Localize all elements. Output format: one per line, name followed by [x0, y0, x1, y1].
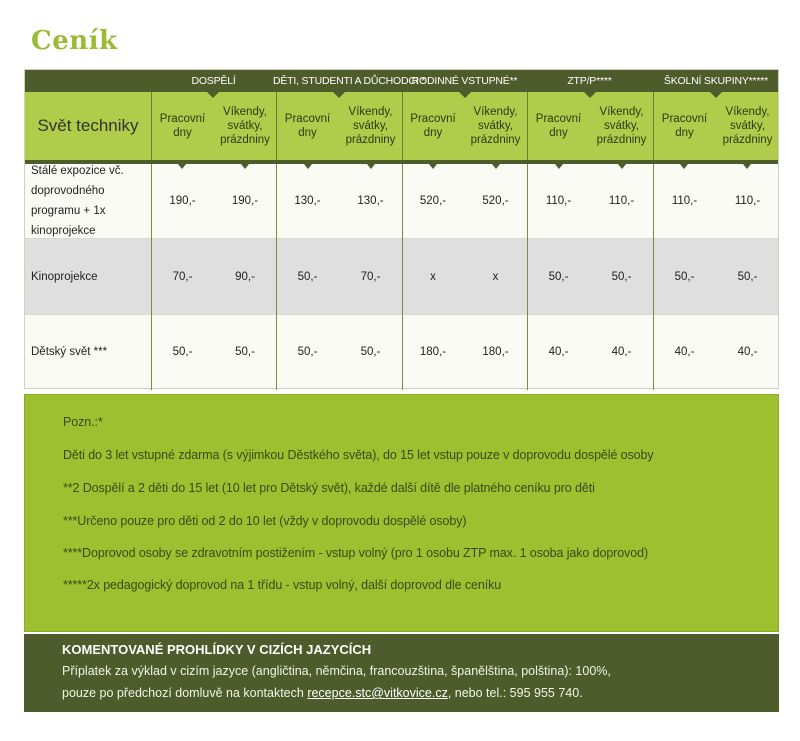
column-divider: [151, 164, 152, 390]
column-divider: [276, 164, 277, 390]
column-divider: [653, 164, 654, 390]
col-header-weekend: Víkendy, svátky, prázdniny: [470, 106, 521, 146]
price-cell: 190,-: [169, 195, 196, 207]
price-cell: 50,-: [172, 346, 193, 358]
price-table: [24, 69, 779, 389]
note-item: Děti do 3 let vstupné zdarma (s výjimkou Děstkého světa), do 15 let vstup pouze v doprovodu dospělé osoby: [63, 448, 654, 462]
row-label: Stálé expozice vč. doprovodného programu + 1x kinoprojekce: [31, 165, 124, 237]
price-cell: 50,-: [548, 270, 569, 283]
price-cell: 110,-: [671, 195, 698, 207]
price-cell: 90,-: [235, 270, 255, 283]
note-item: *****2x pedagogický doprovod na 1 třídu - vstup volný, další doprovod dle ceníku: [63, 578, 502, 592]
row-label: Dětský svět ***: [31, 346, 108, 358]
page-title: Ceník: [31, 26, 118, 56]
section-label: Svět techniky: [37, 116, 139, 135]
col-header-workdays: Pracovní dny: [410, 113, 456, 139]
price-cell: x: [492, 270, 499, 283]
row-label: Kinoprojekce: [31, 270, 98, 283]
price-cell: 50,-: [297, 346, 318, 358]
price-cell: 50,-: [611, 270, 632, 283]
col-header-weekend: Víkendy, svátky, prázdniny: [722, 106, 773, 146]
notes-box: [24, 394, 779, 632]
guided-tours-box: [24, 634, 779, 712]
price-cell: 520,-: [482, 195, 509, 207]
col-header-workdays: Pracovní dny: [284, 113, 331, 139]
column-divider: [402, 164, 403, 390]
email-link[interactable]: recepce.stc@vitkovice.cz: [307, 686, 448, 700]
price-cell: 110,-: [734, 195, 761, 207]
price-cell: 130,-: [357, 195, 384, 207]
price-cell: 40,-: [548, 346, 569, 358]
group-label-adults: DOSPĚLÍ: [191, 75, 236, 87]
price-cell: 190,-: [231, 195, 259, 207]
price-cell: 40,-: [737, 346, 758, 358]
price-cell: 110,-: [608, 195, 635, 207]
column-divider: [527, 164, 528, 390]
group-label-school: ŠKOLNÍ SKUPINY*****: [663, 75, 769, 87]
contact-prefix: pouze po předchozí domluvě na kontaktech: [62, 686, 308, 700]
col-header-weekend: Víkendy, svátky, prázdniny: [220, 106, 270, 146]
col-header-weekend: Víkendy, svátky, prázdniny: [345, 106, 396, 146]
price-cell: 520,-: [419, 195, 447, 207]
price-cell: 40,-: [611, 346, 632, 358]
price-cell: 70,-: [360, 270, 381, 283]
col-header-workdays: Pracovní dny: [159, 113, 206, 139]
price-cell: 180,-: [419, 346, 447, 358]
price-cell: 50,-: [360, 346, 381, 358]
guided-tours-contact: [62, 686, 583, 700]
contact-suffix: , nebo tel.: 595 955 740.: [447, 686, 583, 700]
price-cell: 50,-: [674, 270, 695, 283]
note-heading: Pozn.:*: [63, 415, 103, 429]
price-cell: 50,-: [235, 346, 255, 358]
group-label-family: RODINNÉ VSTUPNÉ**: [411, 75, 518, 87]
col-header-workdays: Pracovní dny: [535, 113, 582, 139]
price-cell: 180,-: [482, 346, 509, 358]
note-item: **2 Dospělí a 2 děti do 15 let (10 let pro Dětský svět), každé další dítě dle platného ceníku pro děti: [63, 481, 595, 495]
price-cell: 130,-: [294, 195, 321, 207]
price-cell: x: [430, 270, 436, 283]
price-cell: 110,-: [545, 195, 572, 207]
col-header-workdays: Pracovní dny: [661, 113, 708, 139]
note-item: ****Doprovod osoby se zdravotním postižením - vstup volný (pro 1 osobu ZTP max. 1 osoba jako doprovod): [63, 546, 649, 560]
group-label-children: DĚTI, STUDENTI A DŮCHODCI *: [273, 75, 426, 87]
group-label-ztp: ZTP/P****: [567, 75, 612, 87]
price-cell: 50,-: [297, 270, 318, 283]
price-cell: 40,-: [674, 346, 695, 358]
guided-tours-text: Příplatek za výklad v cizím jazyce (angličtina, němčina, francouzština, španělština, polština): 100%,: [62, 664, 611, 678]
price-cell: 50,-: [737, 270, 758, 283]
col-header-weekend: Víkendy, svátky, prázdniny: [596, 106, 647, 146]
price-cell: 70,-: [172, 270, 193, 283]
guided-tours-title: KOMENTOVANÉ PROHLÍDKY V CIZÍCH JAZYCÍCH: [62, 642, 372, 657]
note-item: ***Určeno pouze pro děti od 2 do 10 let (vždy v doprovodu dospělé osoby): [63, 514, 467, 528]
